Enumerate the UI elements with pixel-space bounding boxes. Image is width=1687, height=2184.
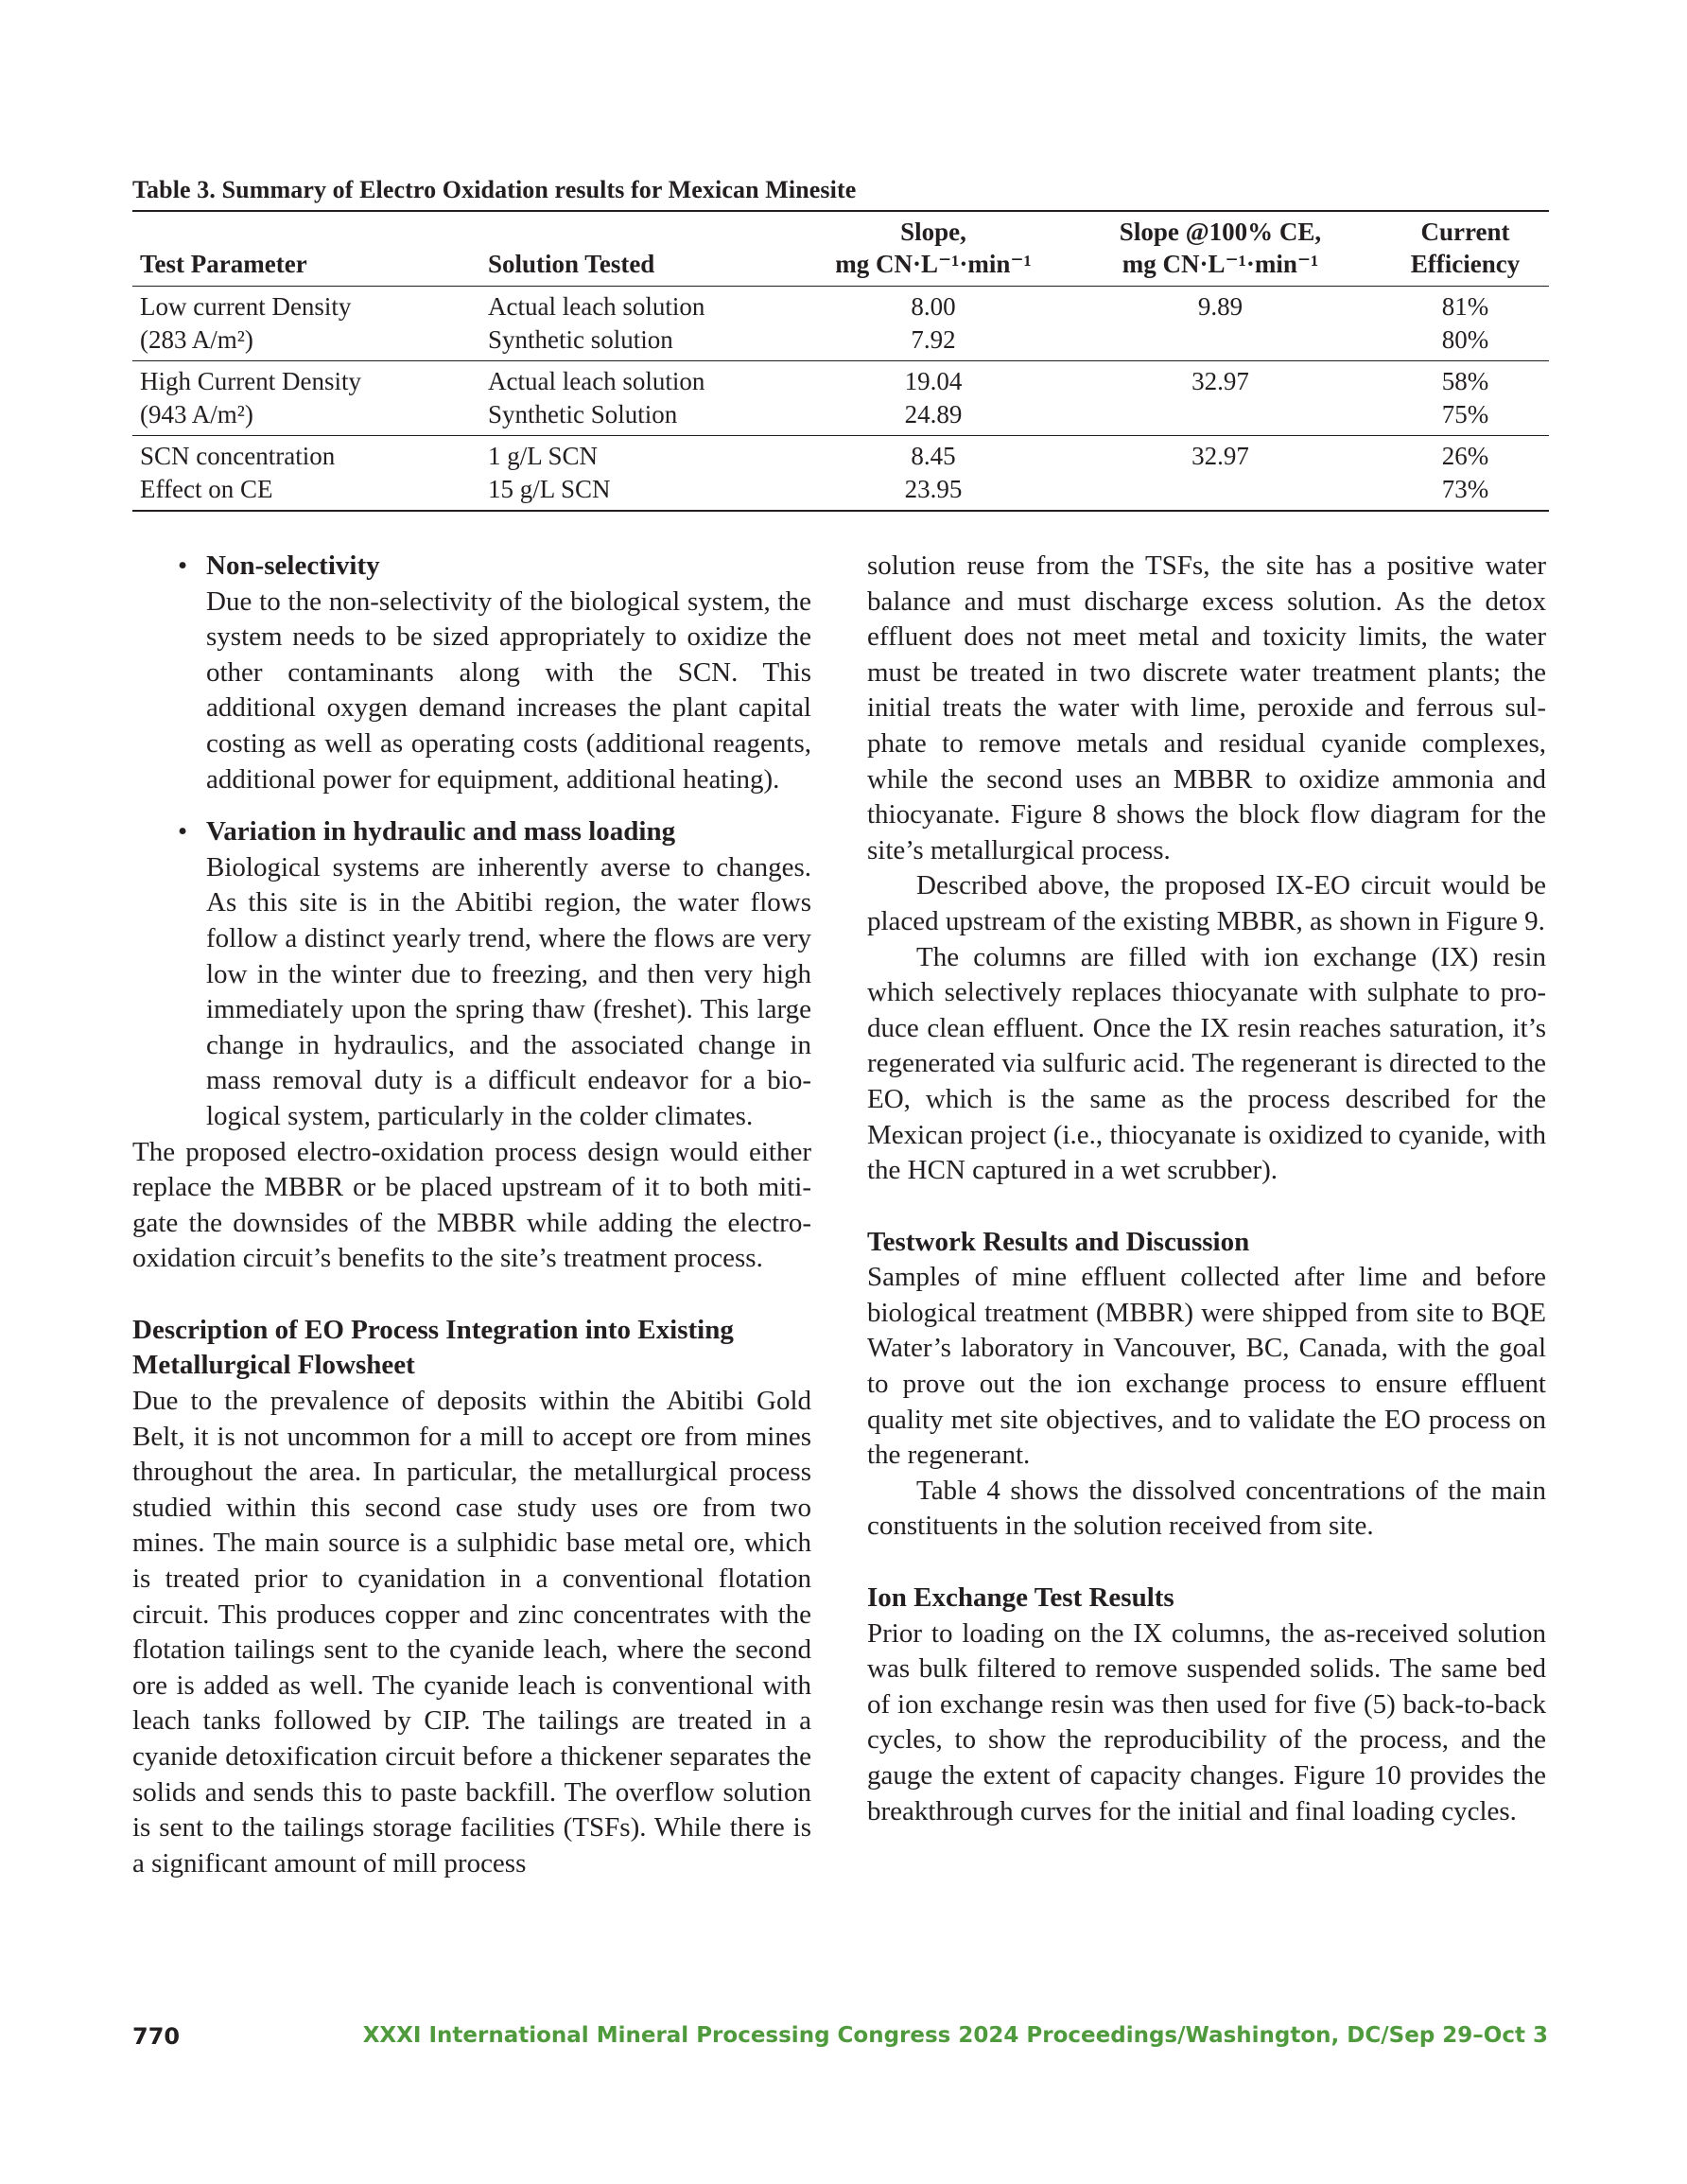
body-paragraph: Table 4 shows the dissolved concentrations of the main constituents in the solution received from site. bbox=[867, 1475, 1546, 1542]
ce-cell: 81% bbox=[1441, 292, 1489, 321]
body-paragraph: solution reuse from the TSFs, the site has a positive water balance and must discharge excess solution. As the detox effluent does not meet metal and toxicity limits, the water must be treated in two discrete water treatment plants; the initial treats the water with lime, peroxide and ferrous sulphate to remove metals and residual cyanide complexes, while the second uses an MBBR to oxidize ammonia and thiocyanate. Figure 8 shows the block flow diagram for the site’s metallurgical process. bbox=[867, 550, 1546, 865]
table-row bbox=[132, 398, 1549, 436]
slope-cell: 23.95 bbox=[808, 473, 1059, 511]
bullet-title: Variation in hydraulic and mass loading bbox=[206, 816, 676, 847]
ce-cell: 75% bbox=[1382, 398, 1549, 436]
slope-100-cell: 32.97 bbox=[1191, 367, 1249, 395]
left-column bbox=[132, 549, 811, 1881]
slope-cell: 8.45 bbox=[911, 442, 956, 470]
header-slope-line1: Slope, bbox=[900, 218, 966, 246]
body-paragraph: Described above, the proposed IX-EO circuit would be placed upstream of the existing MBBR, as shown in Figure 9. bbox=[867, 870, 1546, 936]
solution-cell: 1 g/L SCN bbox=[488, 442, 599, 470]
slope-100-cell bbox=[1059, 323, 1382, 361]
slope-100-cell: 32.97 bbox=[1191, 442, 1249, 470]
header-ce-line1: Current bbox=[1420, 218, 1510, 246]
page-number: 770 bbox=[132, 2023, 181, 2050]
table-row bbox=[132, 473, 1549, 511]
solution-cell: Actual leach solution bbox=[488, 367, 705, 395]
table-row bbox=[132, 436, 1549, 474]
slope-100-cell: 9.89 bbox=[1197, 292, 1244, 321]
slope-cell: 7.92 bbox=[808, 323, 1059, 361]
slope-100-cell bbox=[1059, 398, 1382, 436]
body-paragraph: The proposed electro-oxidation process design would either replace the MBBR or be placed upstream of it to both mitigate the downsides of the MBBR while adding the electro-oxidation circuit’s benefits to the site’s treatment process. bbox=[132, 1136, 811, 1274]
body-paragraph: The columns are filled with ion exchange (IX) resin which selectively replaces thiocyanate with sulphate to produce clean effluent. Once the IX resin reaches saturation, it’s regenerated via sulfuric acid. The regenerant is directed to the EO, which is the same as the process described for the Mexican project (i.e., thiocyanate is oxidized to cyanide, with the HCN captured in a wet scrubber). bbox=[867, 941, 1546, 1186]
ce-cell: 58% bbox=[1441, 367, 1489, 395]
section-heading: Description of EO Process Integration into Existing Metallurgical Flowsheet bbox=[132, 1314, 734, 1381]
table-row bbox=[132, 361, 1549, 399]
footer-title: XXXI International Mineral Processing Congress 2024 Proceedings/Washington, DC/Sep 29–Oct 3 bbox=[362, 2023, 1548, 2048]
param-label: Effect on CE bbox=[132, 473, 480, 511]
solution-cell: Actual leach solution bbox=[488, 292, 705, 321]
bullet-non-selectivity bbox=[132, 549, 811, 797]
body-paragraph: Samples of mine effluent collected after lime and before biological treatment (MBBR) were shipped from site to BQE Water’s laboratory in Vancouver, BC, Canada, with the goal to prove out the ion exchange process to ensure effluent quality met site objectives, and to validate the EO process on the regenerant. bbox=[867, 1262, 1546, 1471]
param-label: (943 A/m²) bbox=[132, 398, 480, 436]
bullet-dot-icon: • bbox=[178, 816, 188, 847]
table-row bbox=[132, 287, 1549, 324]
slope-cell: 24.89 bbox=[808, 398, 1059, 436]
header-ce-line2: Efficiency bbox=[1410, 250, 1521, 278]
slope-100-cell bbox=[1059, 473, 1382, 511]
table-caption: Table 3. Summary of Electro Oxidation results for Mexican Minesite bbox=[132, 176, 857, 203]
param-label: Low current Density bbox=[140, 292, 352, 321]
header-current-efficiency bbox=[1382, 211, 1549, 287]
bullet-text: Biological systems are inherently averse to changes. As this site is in the Abitibi region, the water flows follow a distinct yearly trend, where the flows are very low in the winter due to freezing, and then very high immediately upon the spring thaw (freshet). This large change in hydraulics, and the associated change in mass removal duty is a difficult endeavor for a biological system, particularly in the colder climates. bbox=[206, 851, 811, 1131]
ce-cell: 80% bbox=[1382, 323, 1549, 361]
section-heading: Testwork Results and Discussion bbox=[867, 1226, 1250, 1257]
results-table bbox=[132, 210, 1549, 512]
table-header-row bbox=[132, 211, 1549, 287]
solution-cell: 15 g/L SCN bbox=[480, 473, 808, 511]
ce-cell: 73% bbox=[1382, 473, 1549, 511]
header-slope-line2: mg CN·L⁻¹·min⁻¹ bbox=[835, 250, 1032, 278]
param-label: SCN concentration bbox=[140, 442, 336, 470]
bullet-text: Due to the non-selectivity of the biological system, the system needs to be sized appropriately to oxidize the other contaminants along with the SCN. This additional oxygen demand increases the plant capital costing as well as operating costs (additional reagents, additional power for equipment, additional heating). bbox=[206, 585, 811, 795]
table-row bbox=[132, 323, 1549, 361]
body-paragraph: Due to the prevalence of deposits within the Abitibi Gold Belt, it is not uncommon for a mill to accept ore from mines throughout the area. In particular, the metallurgical process studied within this second case study uses ore from two mines. The main source is a sulphidic base metal ore, which is treated prior to cyanidation in a conventional flotation circuit. This produces copper and zinc concentrates with the flotation tailings sent to the cyanide leach, where the second ore is added as well. The cyanide leach is conventional with leach tanks followed by CIP. The tailings are treated in a cyanide detoxification circuit before a thickener separates the solids and sends this to paste backfill. The overflow solution is sent to the tailings storage facilities (TSFs). While there is a significant amount of mill process bbox=[132, 1386, 811, 1878]
header-solution-tested: Solution Tested bbox=[480, 211, 808, 287]
header-slope-100 bbox=[1059, 211, 1382, 287]
slope-cell: 19.04 bbox=[904, 367, 963, 395]
bullet-dot-icon: • bbox=[178, 550, 188, 581]
header-slope-100-line2: mg CN·L⁻¹·min⁻¹ bbox=[1122, 250, 1319, 278]
header-slope bbox=[808, 211, 1059, 287]
section-heading: Ion Exchange Test Results bbox=[867, 1582, 1174, 1614]
ce-cell: 26% bbox=[1441, 442, 1489, 470]
header-test-parameter: Test Parameter bbox=[132, 211, 480, 287]
solution-cell: Synthetic Solution bbox=[480, 398, 808, 436]
body-paragraph: Prior to loading on the IX columns, the as-received solution was bulk filtered to remove suspended solids. The same bed of ion exchange resin was then used for five (5) back-to-back cycles, to show the reproducibility of the process, and the gauge the extent of capacity changes. Figure 10 provides the breakthrough curves for the initial and final loading cycles. bbox=[867, 1617, 1546, 1826]
slope-cell: 8.00 bbox=[911, 292, 956, 321]
bullet-title: Non-selectivity bbox=[206, 550, 380, 581]
right-column bbox=[867, 549, 1546, 1829]
header-slope-100-line1: Slope @100% CE, bbox=[1119, 218, 1322, 246]
solution-cell: Synthetic solution bbox=[480, 323, 808, 361]
param-label: (283 A/m²) bbox=[132, 323, 480, 361]
param-label: High Current Density bbox=[140, 367, 361, 395]
bullet-variation-loading bbox=[132, 814, 811, 1134]
